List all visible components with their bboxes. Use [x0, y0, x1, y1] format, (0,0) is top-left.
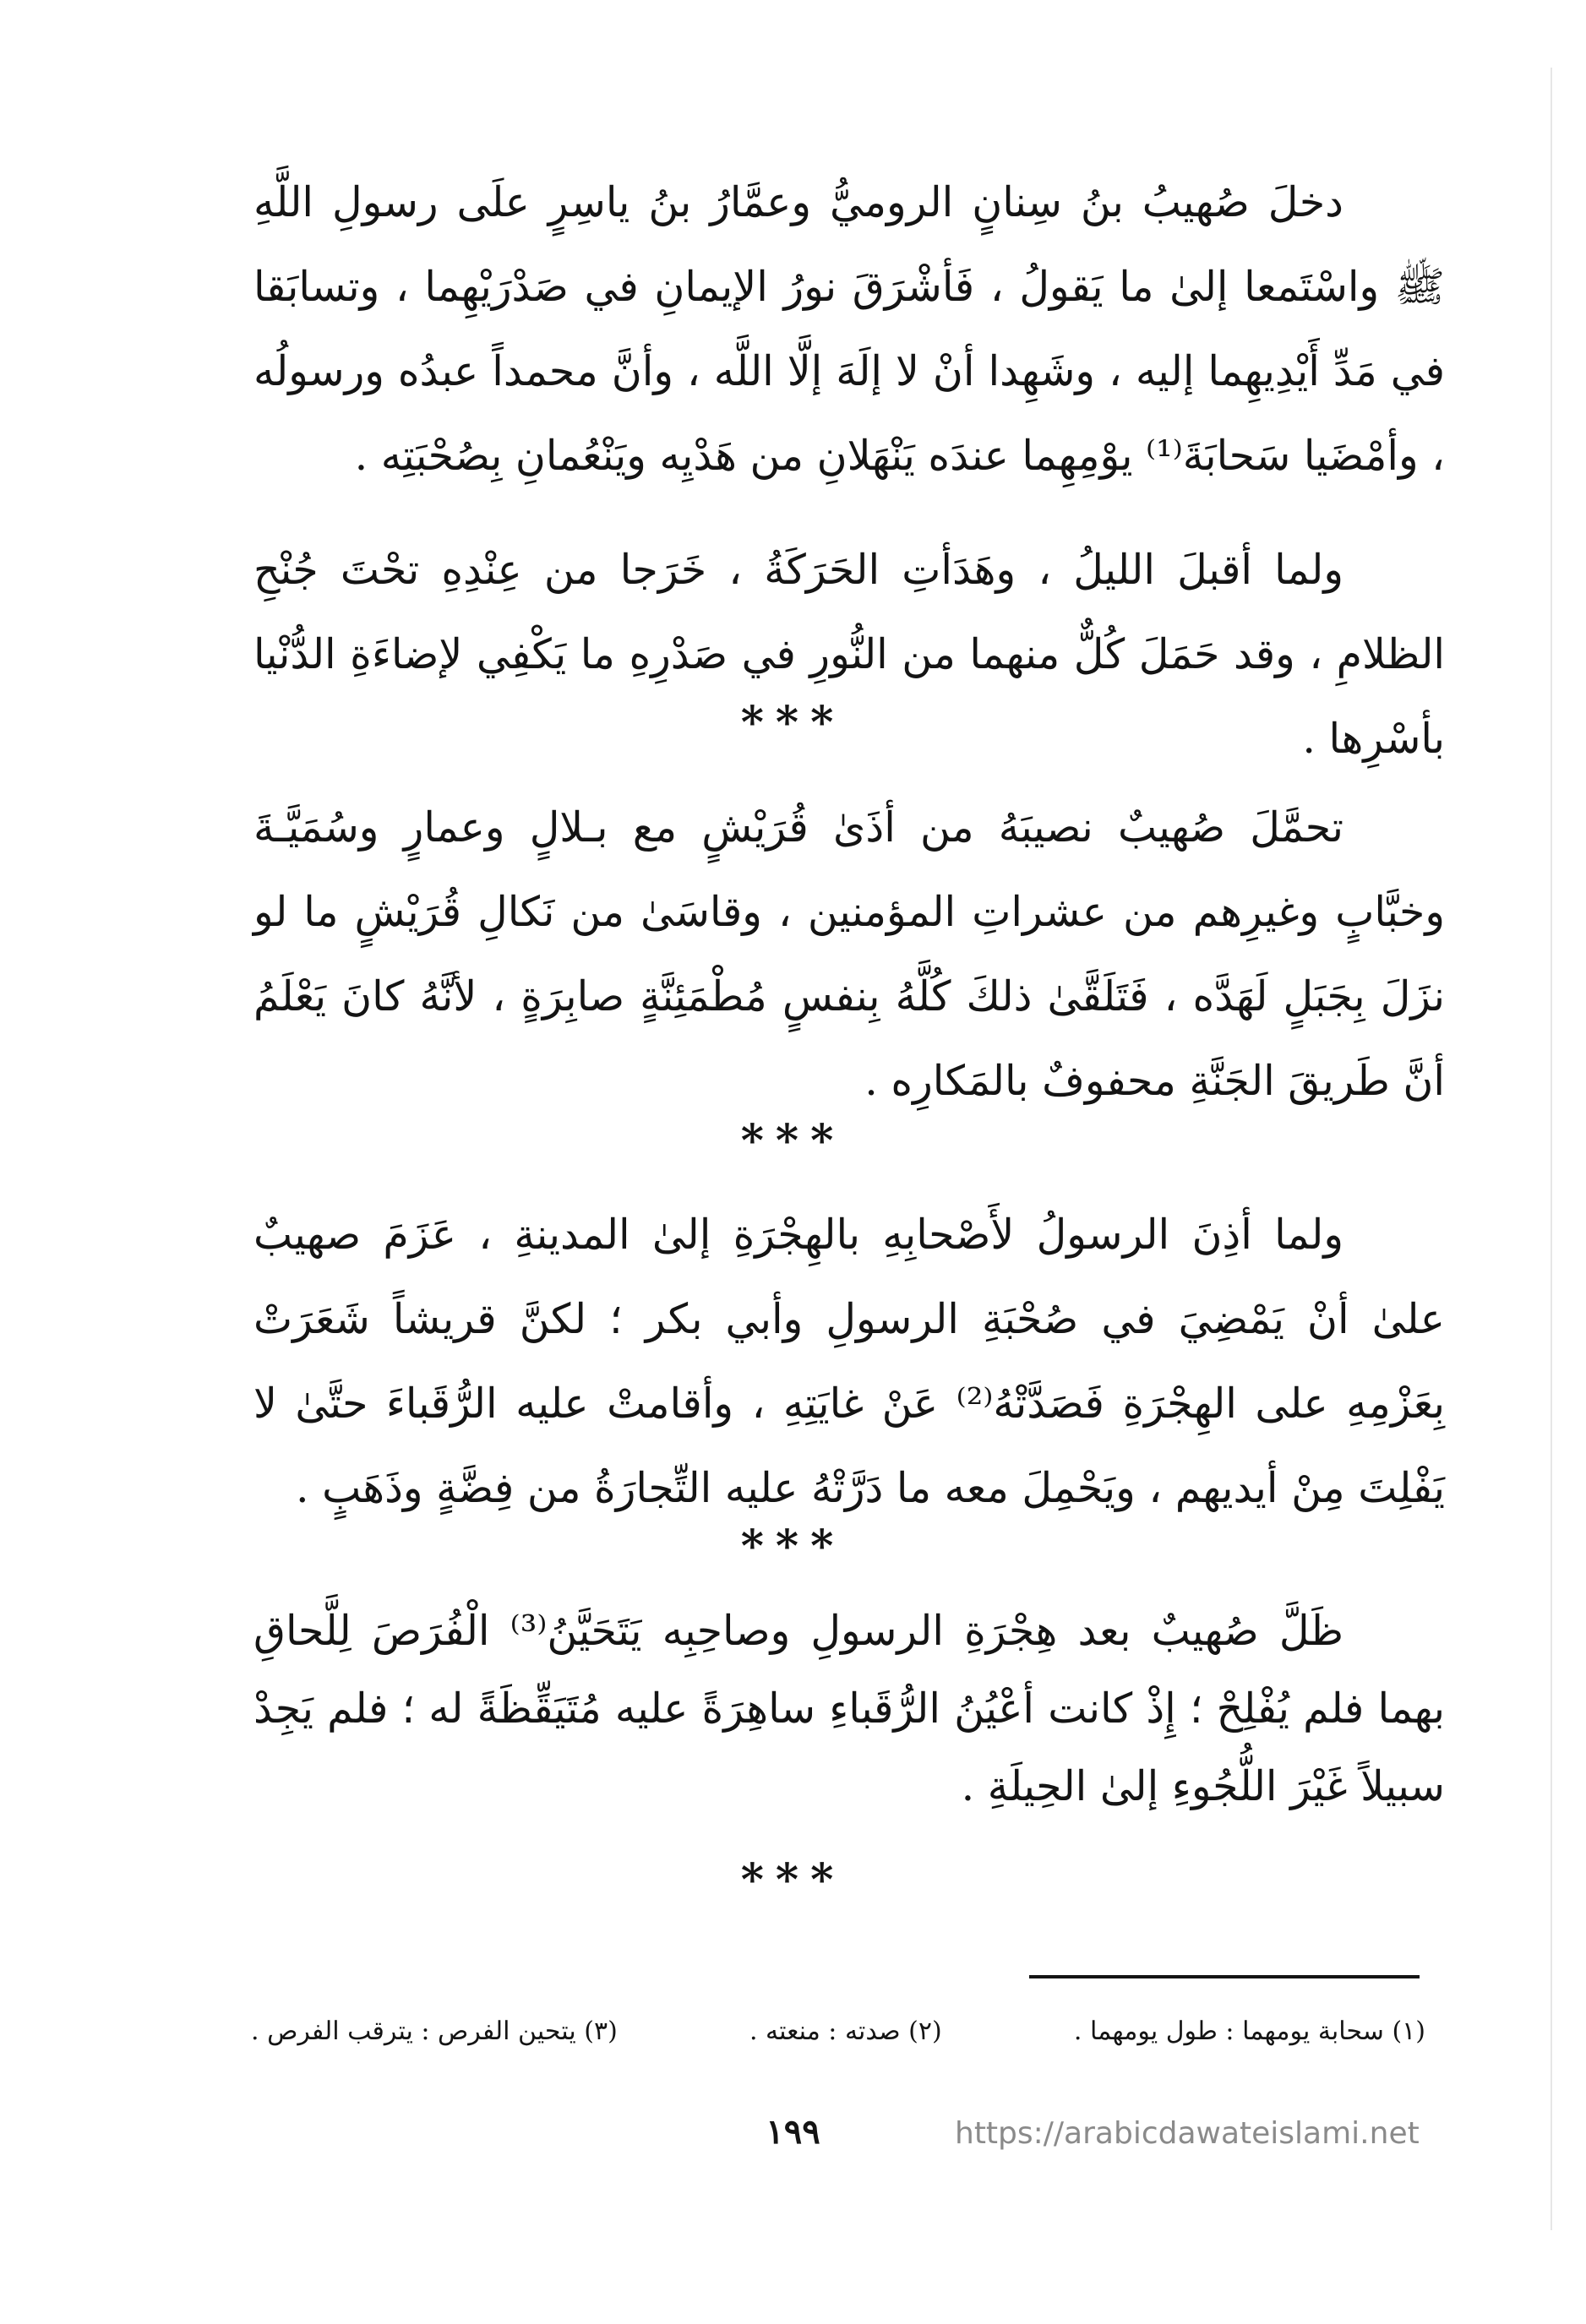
section-separator-1: ***	[740, 697, 846, 748]
footnote-divider	[1029, 1975, 1420, 1978]
page-number: ١٩٩	[766, 2112, 820, 2152]
paragraph-3-block	[253, 786, 1445, 1124]
footnote-3: (٣) يتحين الفرص : يترقب الفرص .	[251, 2016, 618, 2046]
paragraph-4-block	[253, 1193, 1445, 1531]
footnote-1: (١) سحابة يومهما : طول يومهما .	[1073, 2016, 1425, 2046]
paragraph-3: تحمَّلَ صُهيبٌ نصيبَهُ من أذَىٰ قُرَيْشٍ مع بـلالٍ وعمارٍ وسُمَيَّـةَ وخبَّابٍ وغيرِهم من عشراتِ المؤمنين ، وقاسَىٰ من نَكالِ قُرَيْشٍ ما لو نزَلَ بِجَبَلٍ لَهَدَّه ، فَتَلَقَّىٰ ذلكَ كُلَّهُ بِنفسٍ مُطْمَئِنَّةٍ صابِرَةٍ ، لأنَّهُ كانَ يَعْلَمُ أنَّ طَريقَ الجَنَّةِ محفوفٌ بالمَكارِه .	[253, 803, 1445, 1105]
section-separator-4: ***	[740, 1854, 846, 1906]
paragraph-5-block	[253, 1592, 1445, 1826]
section-separator-2: ***	[740, 1115, 846, 1167]
paragraph-1-block	[253, 161, 1445, 498]
footnote-2: (٢) صدته : منعته .	[749, 2016, 942, 2046]
paragraph-2: ولما أقبلَ الليلُ ، وهَدَأتِ الحَرَكَةُ ، خَرَجا من عِنْدِهِ تحْتَ جُنْحِ الظلامِ ، وقد حَمَلَ كُلٌّ منهما من النُّورِ في صَدْرِهِ ما يَكْفِي لإضاءَةِ الدُّنْيا بأسْرِها .	[253, 546, 1445, 763]
section-separator-3: ***	[740, 1521, 846, 1572]
paragraph-1: دخلَ صُهيبُ بنُ سِنانٍ الروميُّ وعمَّارُ بنُ ياسِرٍ علَى رسولِ اللَّهِ ﷺ واسْتَمعا إلىٰ ما يَقولُ ، فَأشْرَقَ نورُ الإيمانِ في صَدْرَيْهِما ، وتسابَقا في مَدِّ أَيْدِيهِما إليه ، وشَهِدا أنْ لا إلَهَ إلَّا اللَّه ، وأنَّ محمداً عبدُه ورسولُه ، وأمْضَيا سَحابَةَ⁽¹⁾ يوْمِهِما عندَه يَنْهَلانِ من هَدْيِه ويَنْعُمانِ بِصُحْبَتِه .	[253, 178, 1445, 480]
paragraph-5: ظَلَّ صُهيبٌ بعد هِجْرَةِ الرسولِ وصاحِبِه يَتَحَيَّنُ⁽³⁾ الْفُرَصَ لِلَّحاقِ بهما فلم يُفْلِحْ ؛ إِذْ كانت أعْيُنُ الرُّقَباءِ ساهِرَةً عليه مُتَيَقِّظَةً له ؛ فلم يَجِدْ سبيلاً غَيْرَ اللُّجُوءِ إلىٰ الحِيلَةِ .	[253, 1607, 1445, 1810]
paragraph-4: ولما أذِنَ الرسولُ لأَصْحابِهِ بالهِجْرَةِ إلىٰ المدينةِ ، عَزَمَ صهيبٌ علىٰ أنْ يَمْضِيَ في صُحْبَةِ الرسولِ وأبي بكر ؛ لكنَّ قريشاً شَعَرَتْ بِعَزْمِهِ على الهِجْرَةِ فَصَدَّتْهُ⁽²⁾ عَنْ غايَتِهِ ، وأقامتْ عليه الرُّقَباءَ حتَّىٰ لا يَفْلِتَ مِنْ أيديهم ، ويَحْمِلَ معه ما دَرَّتْهُ عليه التِّجارَةُ من فِضَّةٍ وذَهَبٍ .	[253, 1211, 1446, 1512]
footnotes	[251, 2015, 1425, 2049]
watermark-url: https://arabicdawateislami.net	[955, 2116, 1420, 2151]
